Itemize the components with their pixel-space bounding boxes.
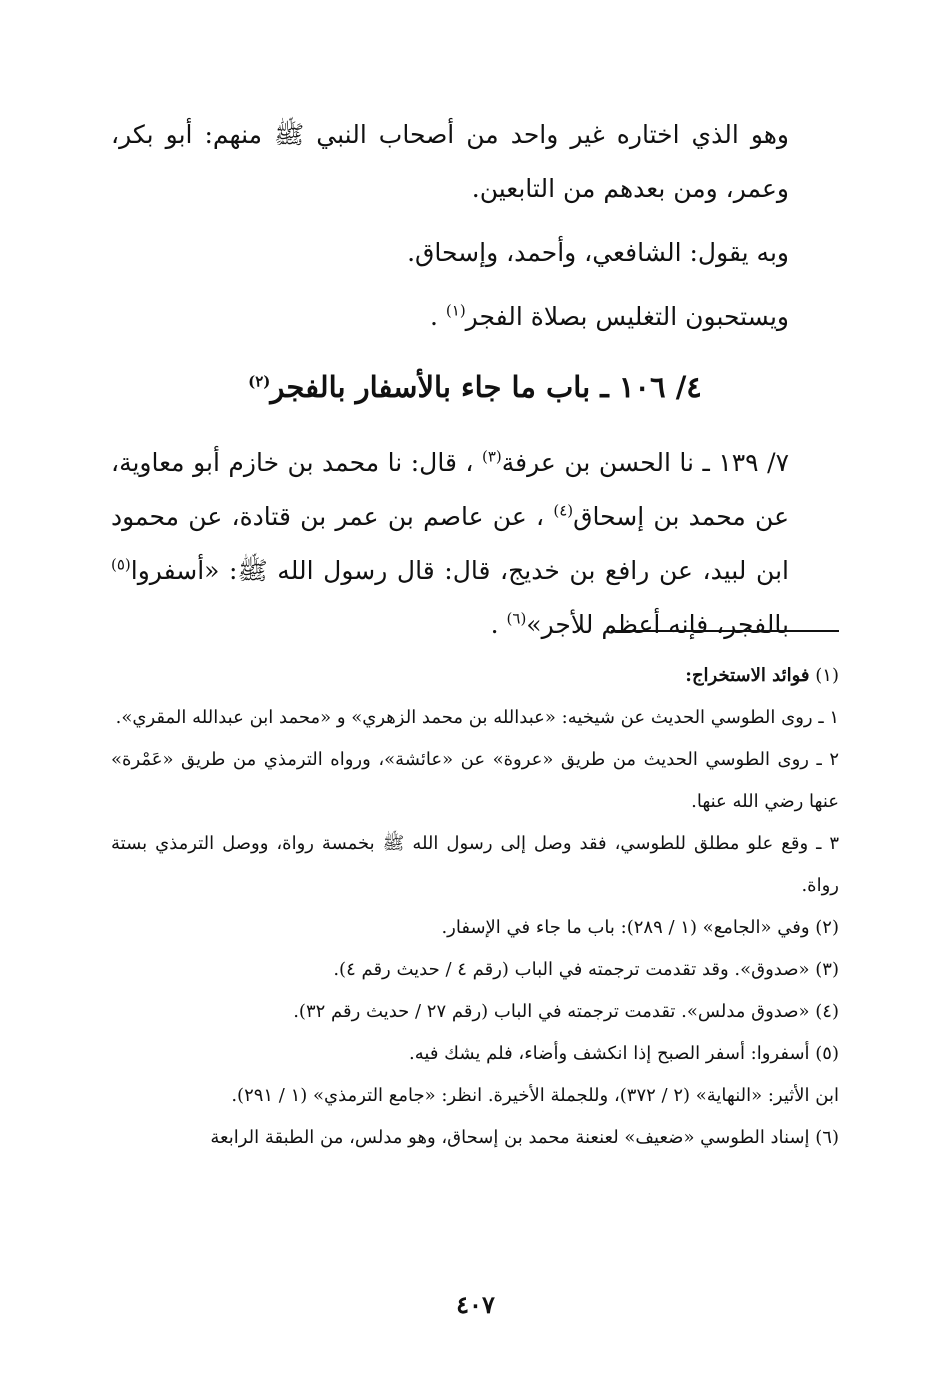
footnote-ref-3[interactable]: (٣) bbox=[482, 447, 502, 466]
hadith-part-a: ٧/ ١٣٩ ـ نا الحسن بن عرفة bbox=[501, 448, 789, 477]
footnote-5-continued: ابن الأثير: «النهاية» (٢ / ٣٧٢)، وللجملة الأخيرة. انظر: «جامع الترمذي» (١ / ٢٩١). bbox=[231, 1085, 839, 1106]
footnotes bbox=[111, 655, 839, 1159]
footnote-1-number: (١) bbox=[815, 665, 839, 686]
footnote-ref-6[interactable]: (٦) bbox=[506, 609, 527, 628]
main-text bbox=[111, 108, 839, 652]
chapter-heading-text: ٤/ ١٠٦ ـ باب ما جاء بالأسفار بالفجر bbox=[270, 370, 702, 404]
chapter-heading bbox=[111, 360, 839, 414]
footnote-2: (٢) وفي «الجامع» (١ / ٢٨٩): باب ما جاء في الإسفار. bbox=[441, 917, 839, 938]
footnote-1-header bbox=[111, 655, 839, 697]
footnote-5: (٥) أسفروا: أسفر الصبح إذا انكشف وأضاء، فلم يشك فيه. bbox=[409, 1043, 839, 1064]
footnote-3: (٣) «صدوق». وقد تقدمت ترجمته في الباب (رقم ٤ / حديث رقم ٤). bbox=[333, 959, 839, 980]
footnote-1-title: فوائد الاستخراج: bbox=[685, 665, 810, 686]
hadith-part-b: ، قال: نا محمد بن خازم أبو معاوية، عن محمد بن إسحاق bbox=[111, 448, 789, 531]
footnote-1-item-1: ١ ـ روى الطوسي الحديث عن شيخيه: «عبدالله بن محمد الزهري» و «محمد ابن عبدالله المقري». bbox=[115, 707, 839, 728]
footnote-ref-1[interactable]: (١) bbox=[445, 301, 466, 320]
page-number: ٤٠٧ bbox=[456, 1290, 495, 1319]
footnote-ref-4[interactable]: (٤) bbox=[553, 501, 574, 520]
paragraph-1: وهو الذي اختاره غير واحد من أصحاب النبي ﷺ منهم: أبو بكر، وعمر، ومن بعدهم من التابعين. bbox=[111, 120, 789, 203]
paragraph-2: وبه يقول: الشافعي، وأحمد، وإسحاق. bbox=[407, 238, 789, 267]
footnote-1-item-3: ٣ ـ وقع علو مطلق للطوسي، فقد وصل إلى رسول الله ﷺ بخمسة رواة، ووصل الترمذي بستة رواة. bbox=[111, 833, 839, 896]
footnote-ref-5[interactable]: (٥) bbox=[111, 555, 131, 574]
footnote-ref-2[interactable]: (٢) bbox=[248, 372, 271, 391]
footnote-4: (٤) «صدوق مدلس». تقدمت ترجمته في الباب (رقم ٢٧ / حديث رقم ٣٢). bbox=[293, 1001, 839, 1022]
footnote-6: (٦) إسناد الطوسي «ضعيف» لعنعنة محمد بن إسحاق، وهو مدلس، من الطبقة الرابعة bbox=[210, 1127, 839, 1148]
paragraph-3 bbox=[111, 290, 839, 344]
paragraph-3-text: ويستحبون التغليس بصلاة الفجر bbox=[465, 302, 789, 331]
paragraph-3-end: . bbox=[429, 302, 446, 331]
footnote-1-item-2: ٢ ـ روى الطوسي الحديث من طريق «عروة» عن «عائشة»، ورواه الترمذي من طريق «عَمْرة» عنها رضي الله عنها. bbox=[111, 749, 839, 812]
hadith-part-c: ، عن عاصم بن عمر بن قتادة، عن محمود ابن لبيد، عن رافع بن خديج، قال: قال رسول الله ﷺ: «أسفروا bbox=[111, 502, 789, 585]
hadith-part-e: . bbox=[490, 610, 507, 639]
hadith-part-d: بالفجر، فإنه أعظم للأجر» bbox=[526, 610, 789, 639]
hadith-paragraph bbox=[111, 436, 839, 652]
footnote-divider bbox=[611, 630, 839, 632]
